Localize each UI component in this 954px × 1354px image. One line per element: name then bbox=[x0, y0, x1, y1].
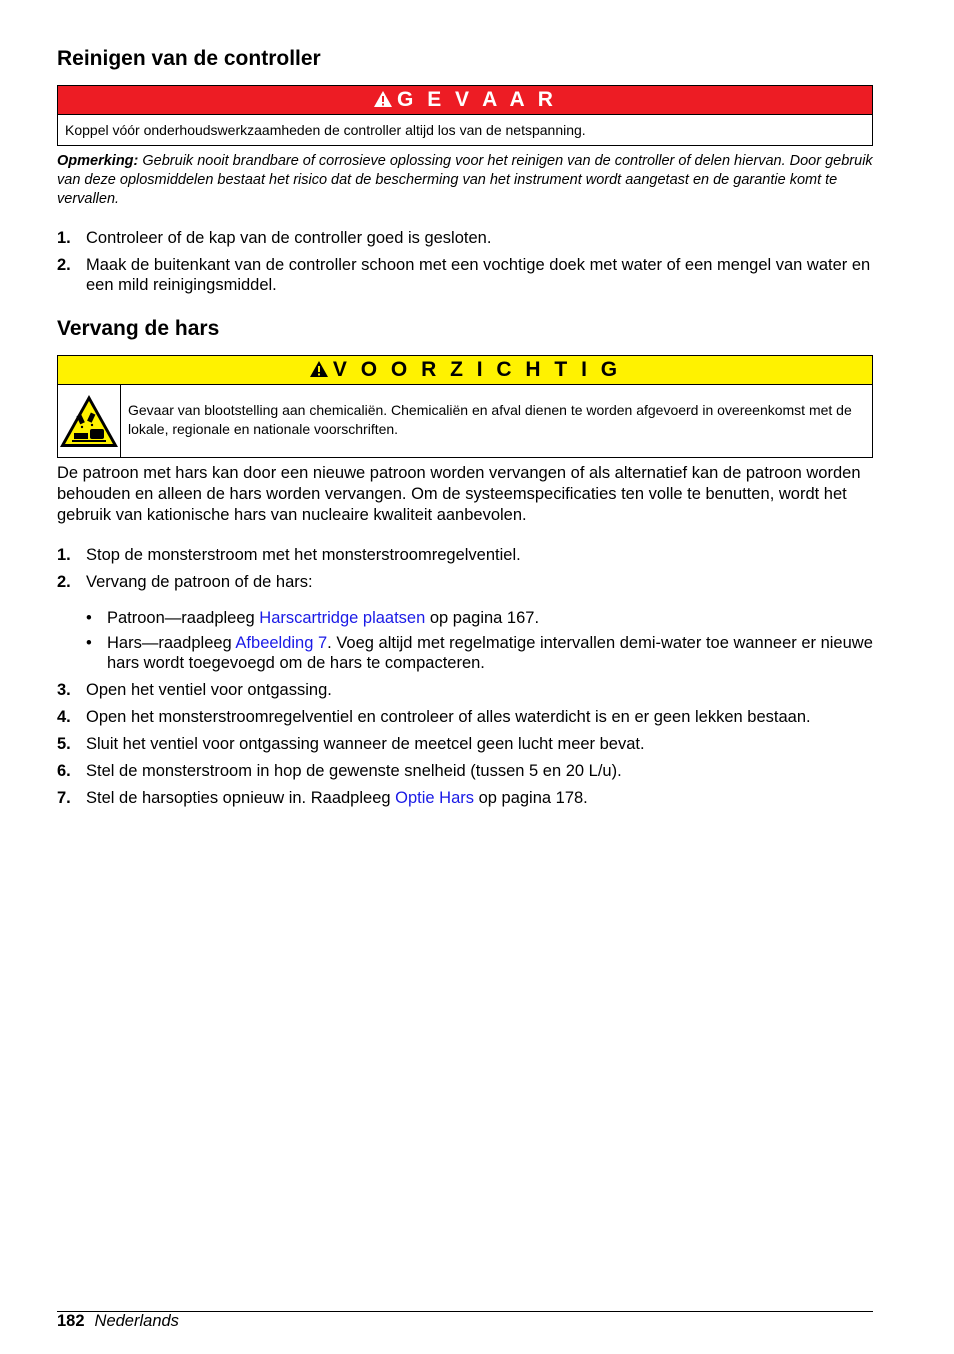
bullet-dot: • bbox=[86, 609, 92, 627]
step-number: 2. bbox=[57, 573, 71, 591]
step-text: Stop de monsterstroom met het monsterstroomregelventiel. bbox=[86, 546, 521, 564]
list-item bbox=[57, 734, 873, 754]
danger-header bbox=[58, 86, 872, 115]
step-number: 6. bbox=[57, 762, 71, 780]
link-optie-hars[interactable]: Optie Hars bbox=[395, 789, 474, 807]
resin-steps bbox=[57, 545, 873, 808]
chemical-icon-cell bbox=[58, 385, 121, 457]
link-harscartridge[interactable]: Harscartridge plaatsen bbox=[259, 609, 426, 627]
step-text: op pagina 178. bbox=[474, 789, 588, 807]
list-item bbox=[57, 788, 873, 808]
step-text: Open het monsterstroomregelventiel en controleer of alles waterdicht is en er geen lekken bestaan. bbox=[86, 708, 811, 726]
bullet-text: op pagina 167. bbox=[425, 609, 540, 627]
page-number: 182 bbox=[57, 1312, 85, 1330]
bullet-dot: • bbox=[86, 634, 92, 652]
section-title-cleaning: Reinigen van de controller bbox=[57, 47, 321, 70]
caution-text: Gevaar van blootstelling aan chemicaliën. Chemicaliën en afval dienen te worden afgevoerd in overeenkomst met de lokale, regionale en nationale voorschriften. bbox=[128, 402, 852, 437]
bullet-text: . Voeg altijd met regelmatige intervallen demi-water toe wanneer er nieuwe hars wordt toegevoegd om de hars te compacteren. bbox=[107, 634, 873, 672]
link-afbeelding[interactable]: Afbeelding 7 bbox=[235, 634, 328, 652]
step-text: Stel de harsopties opnieuw in. Raadpleeg bbox=[86, 789, 396, 807]
step-text: Sluit het ventiel voor ontgassing wanneer de meetcel geen lucht meer bevat. bbox=[86, 735, 645, 753]
footer bbox=[57, 1312, 179, 1331]
step-text: Vervang de patroon of de hars: bbox=[86, 573, 313, 591]
list-item bbox=[57, 761, 873, 781]
list-item bbox=[57, 228, 873, 248]
section-title-resin: Vervang de hars bbox=[57, 317, 220, 340]
list-item bbox=[57, 572, 873, 592]
caution-header bbox=[58, 356, 872, 385]
note-label: Opmerking: bbox=[57, 153, 139, 169]
warning-triangle-icon bbox=[309, 360, 329, 378]
list-item bbox=[57, 707, 873, 727]
warning-triangle-icon bbox=[373, 90, 393, 108]
step-number: 7. bbox=[57, 789, 71, 807]
danger-box bbox=[57, 85, 873, 146]
step-number: 3. bbox=[57, 681, 71, 699]
step-number: 1. bbox=[57, 229, 71, 247]
step-text: Open het ventiel voor ontgassing. bbox=[86, 681, 332, 699]
note-text: Gebruik nooit brandbare of corrosieve oplossing voor het reinigen van de controller of delen hiervan. Door gebruik van deze oplosmiddelen bestaat het risico dat de bescherming van het instrument wordt aangetast en de garantie komt te vervallen. bbox=[57, 153, 873, 207]
step-number: 2. bbox=[57, 256, 71, 274]
step-number: 4. bbox=[57, 708, 71, 726]
bullet-item bbox=[57, 633, 873, 673]
danger-text: Koppel vóór onderhoudswerkzaamheden de controller altijd los van de netspanning. bbox=[65, 122, 586, 138]
step-text: Controleer of de kap van de controller goed is gesloten. bbox=[86, 229, 492, 247]
caution-box bbox=[57, 355, 873, 458]
danger-label: G E V A A R bbox=[397, 88, 557, 111]
step-number: 5. bbox=[57, 735, 71, 753]
list-item bbox=[57, 680, 873, 700]
corrosive-chemical-icon bbox=[58, 393, 120, 449]
bullet-text: Hars—raadpleeg bbox=[107, 634, 236, 652]
step-text: Maak de buitenkant van de controller schoon met een vochtige doek met water of een mengel van water en een mild reinigingsmiddel. bbox=[86, 256, 871, 294]
bullet-text: Patroon—raadpleeg bbox=[107, 609, 260, 627]
step-text: Stel de monsterstroom in hop de gewenste snelheid (tussen 5 en 20 L/u). bbox=[86, 762, 622, 780]
bullet-item bbox=[57, 608, 873, 628]
step-number: 1. bbox=[57, 546, 71, 564]
list-item bbox=[57, 255, 873, 295]
list-item bbox=[57, 545, 873, 565]
footer-divider bbox=[57, 1311, 873, 1312]
caution-label: V O O R Z I C H T I G bbox=[332, 358, 622, 381]
note bbox=[57, 152, 873, 209]
resin-intro: De patroon met hars kan door een nieuwe patroon worden vervangen of als alternatief kan de patroon worden behouden en alleen de hars worden vervangen. Om de systeemspecificaties ten volle te benutten, wordt het gebruik van kationische hars van nucleaire kwaliteit aanbevolen. bbox=[57, 464, 861, 524]
cleaning-steps bbox=[57, 228, 873, 295]
footer-language: Nederlands bbox=[94, 1312, 179, 1330]
